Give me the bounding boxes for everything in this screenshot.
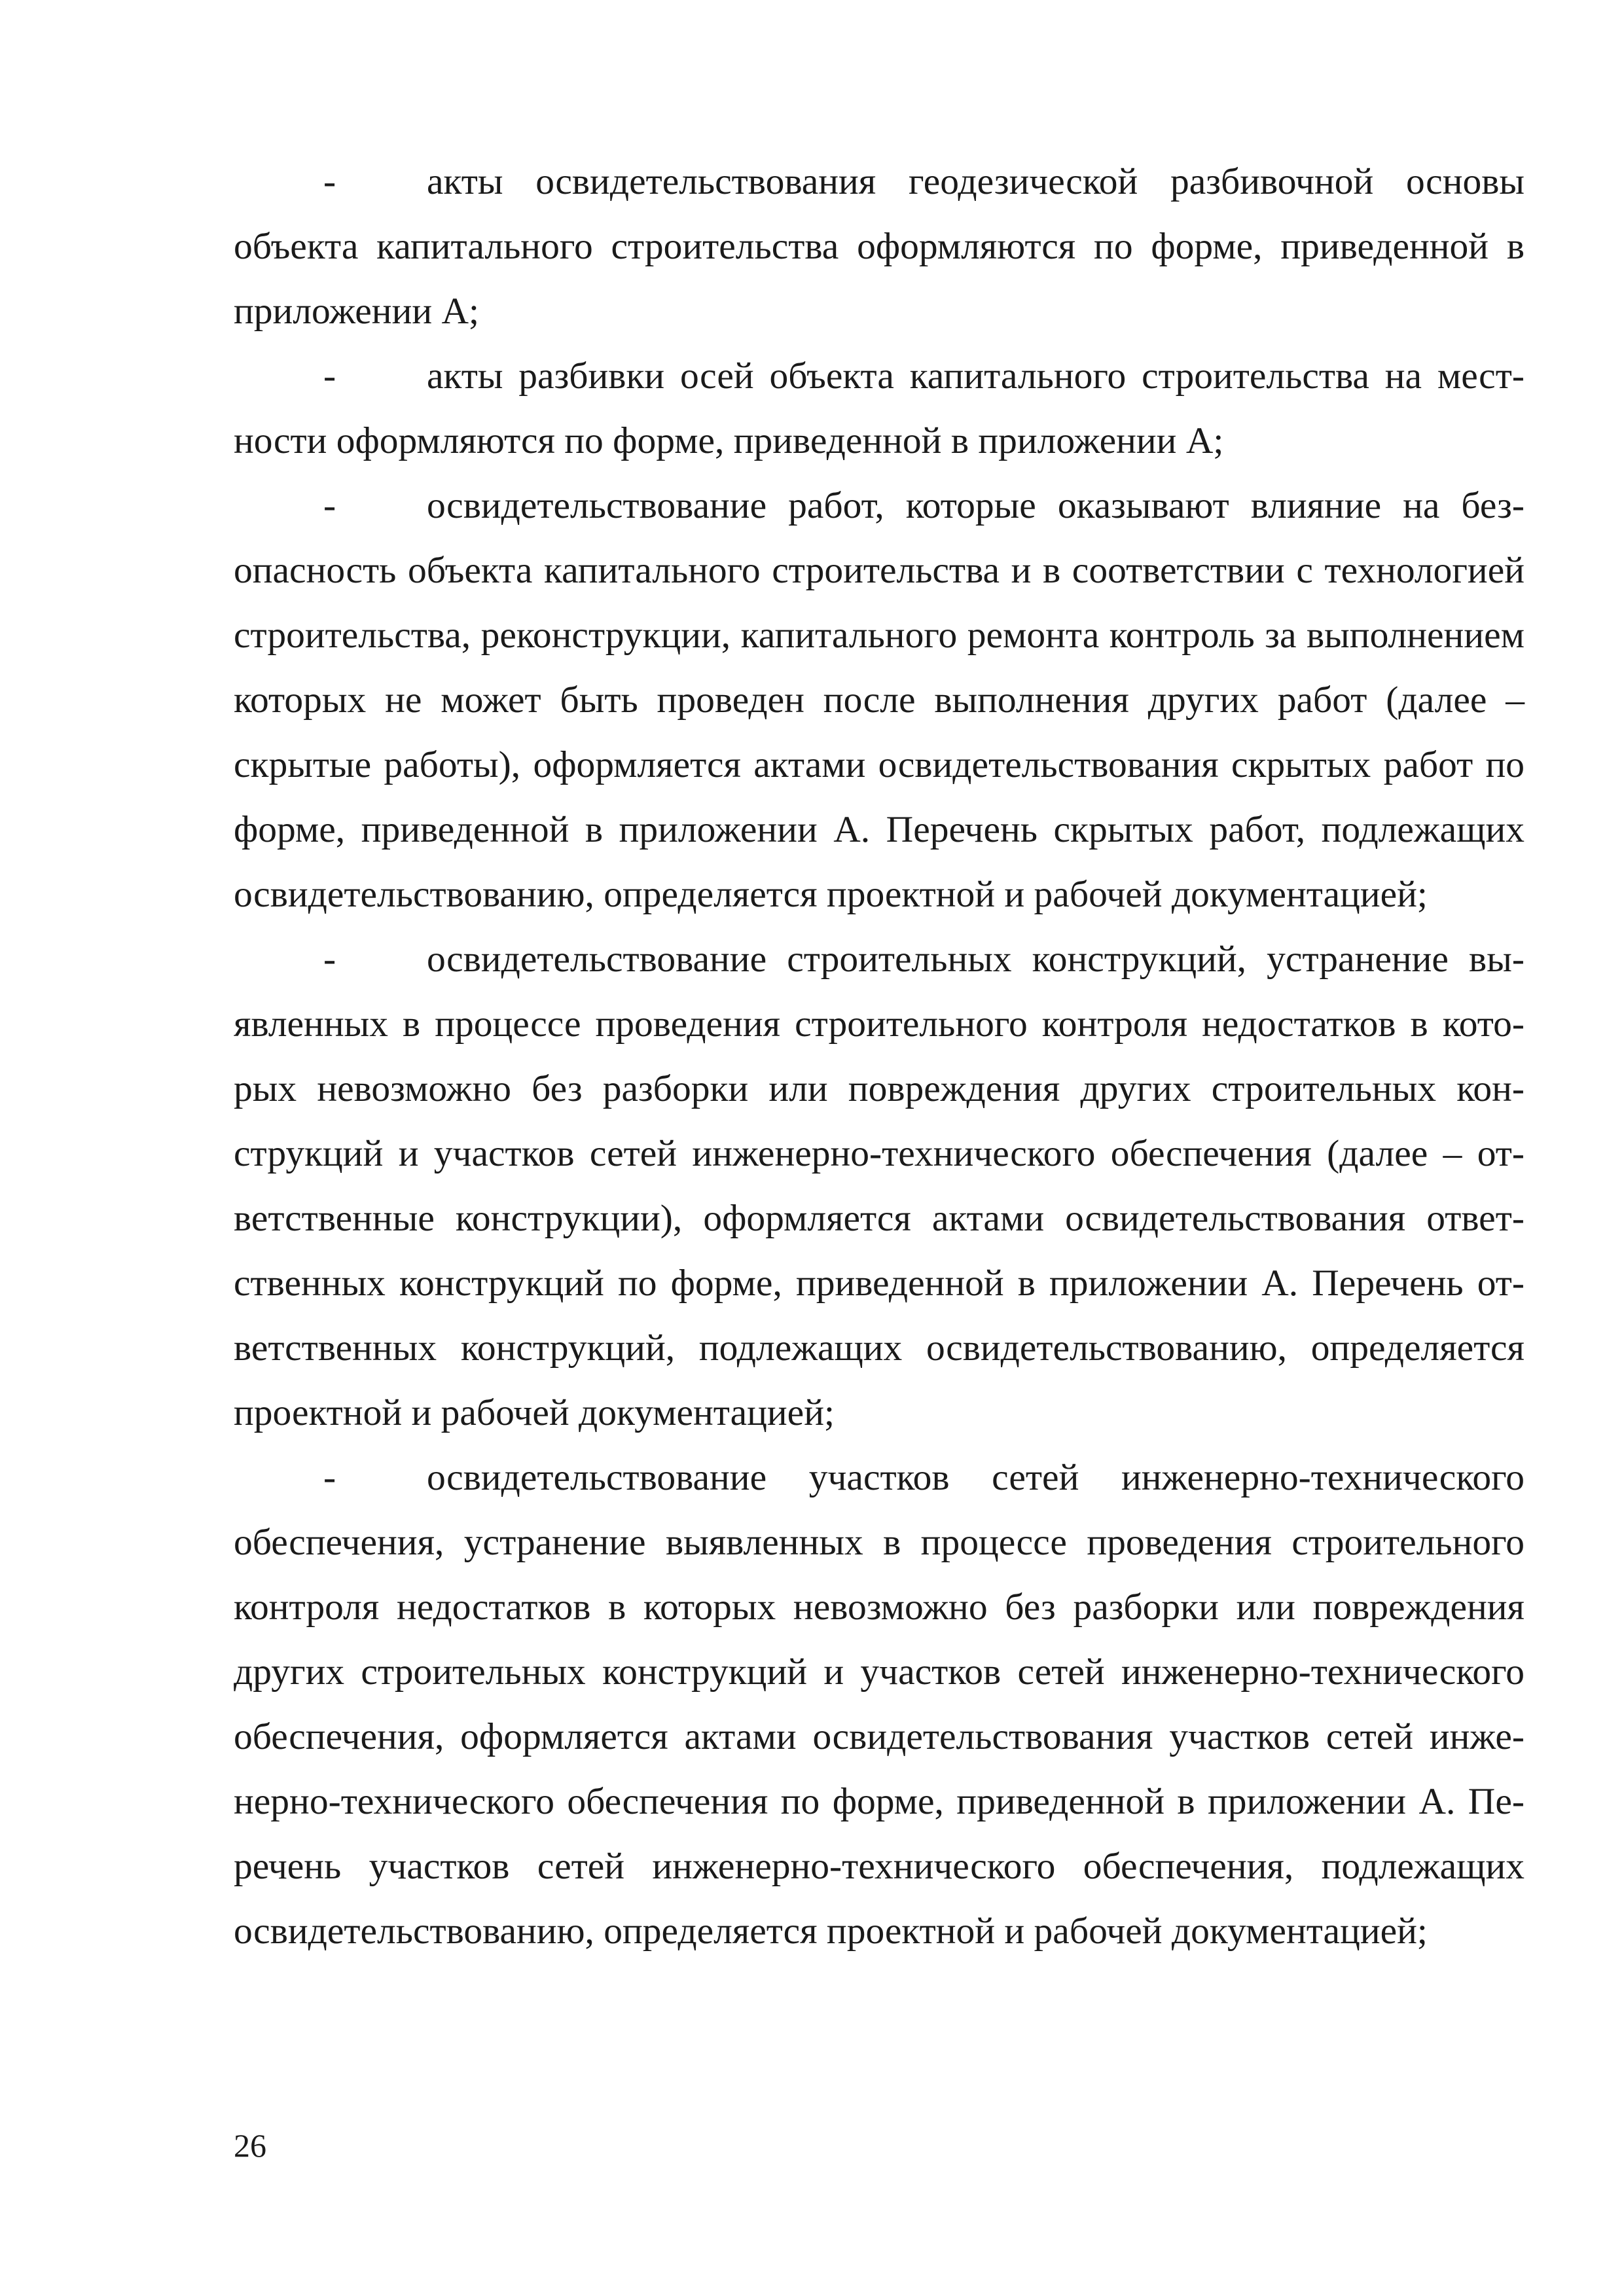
list-item bbox=[234, 149, 1525, 344]
list-marker: - bbox=[323, 161, 336, 202]
list-item-text: освидетельствование строительных конструкций, устранение выявленных в процессе проведения строительного контроля недостатков в которых невозможно без разборки или повреждения других строительных конструкций и участков сетей инженерно-технического обеспечения (далее – ответственные конструкции), оформляется актами освидетельствования ответственных конструкций по форме, приведенной в приложении А. Перечень ответственных конструкций, подлежащих освидетельствованию, определяется проектной и рабочей документацией; bbox=[234, 939, 1525, 1433]
page-number: 26 bbox=[234, 2127, 266, 2164]
list-item-text: освидетельствование участков сетей инженерно-технического обеспечения, устранение выявленных в процессе проведения строительного контроля недостатков в которых невозможно без разборки или повреждения других строительных конструкций и участков сетей инженерно-технического обеспечения, оформляется актами освидетельствования участков сетей инженерно-технического обеспечения по форме, приведенной в приложении А. Перечень участков сетей инженерно-технического обеспечения, подлежащих освидетельствованию, определяется проектной и рабочей документацией; bbox=[234, 1457, 1525, 1952]
list-item-text: освидетельствование работ, которые оказывают влияние на безопасность объекта капитального строительства и в соответствии с технологией строительства, реконструкции, капитального ремонта контроль за выполнением которых не может быть проведен после выполнения других работ (далее – скрытые работы), оформляется актами освидетельствования скрытых работ по форме, приведенной в приложении А. Перечень скрытых работ, подлежащих освидетельствованию, определяется проектной и рабочей документацией; bbox=[234, 485, 1525, 915]
list-item bbox=[234, 344, 1525, 473]
list-item-text: акты освидетельствования геодезической разбивочной основы объекта капитального строительства оформляются по форме, приведенной в приложении А; bbox=[234, 161, 1525, 332]
list-item bbox=[234, 1445, 1525, 1964]
document-body bbox=[234, 149, 1525, 1964]
list-item bbox=[234, 927, 1525, 1445]
list-marker: - bbox=[323, 485, 336, 526]
list-item bbox=[234, 473, 1525, 927]
list-marker: - bbox=[323, 939, 336, 980]
list-marker: - bbox=[323, 1457, 336, 1498]
list-item-text: акты разбивки осей объекта капитального строительства на местности оформляются по форме, приведенной в приложении А; bbox=[234, 355, 1525, 461]
list-marker: - bbox=[323, 355, 336, 397]
